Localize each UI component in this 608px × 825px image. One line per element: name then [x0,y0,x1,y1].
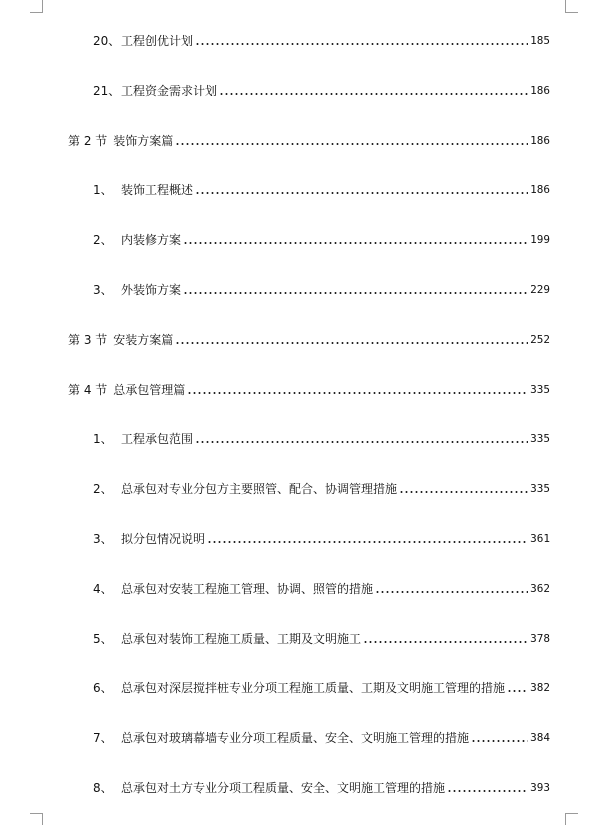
toc-leader-dots [375,591,528,593]
toc-entry[interactable] [93,579,550,599]
toc-leader-dots [175,143,528,145]
toc-entry-title: 外装饰方案 [121,283,182,297]
toc-entry-page-number: 361 [530,532,550,545]
toc-leader-dots [175,342,528,344]
toc-leader-dots [219,93,528,95]
toc-leader-dots [183,292,528,294]
toc-leader-dots [207,541,528,543]
toc-leader-dots [187,392,528,394]
toc-entry-page-number: 335 [530,432,550,445]
toc-entry[interactable] [93,180,550,200]
toc-entry-page-number: 199 [530,233,550,246]
toc-entry-page-number: 186 [530,84,550,97]
toc-entry-page-number: 185 [530,34,550,47]
toc-entry[interactable] [93,479,550,499]
toc-leader-dots [507,690,528,692]
toc-entry[interactable] [93,280,550,300]
toc-entry-number: 第 3 节 [68,333,108,347]
toc-entry[interactable] [93,230,550,250]
toc-entry-number: 21、 [93,84,121,98]
toc-entry-title: 总承包管理篇 [113,383,186,397]
toc-leader-dots [195,192,528,194]
toc-entry[interactable] [93,529,550,549]
toc-leader-dots [399,491,528,493]
toc-entry-title: 工程资金需求计划 [121,84,218,98]
toc-entry[interactable] [93,429,550,449]
toc-entry-number: 4、 [93,582,113,596]
toc-entry-page-number: 335 [530,482,550,495]
toc-entry-number: 1、 [93,432,113,446]
toc-leader-dots [363,641,528,643]
toc-entry-title: 总承包对深层搅拌桩专业分项工程施工质量、工期及文明施工管理的措施 [121,681,506,695]
toc-entry-number: 6、 [93,681,113,695]
toc-entry-number: 7、 [93,731,113,745]
toc-entry[interactable] [68,131,550,151]
toc-entry-number: 1、 [93,183,113,197]
toc-entry-number: 8、 [93,781,113,795]
toc-entry-number: 3、 [93,283,113,297]
toc-entry[interactable] [93,81,550,101]
toc-entry-title: 总承包对专业分包方主要照管、配合、协调管理措施 [121,482,398,496]
toc-entry-title: 总承包对土方专业分项工程质量、安全、文明施工管理的措施 [121,781,446,795]
toc-entry-number: 2、 [93,233,113,247]
toc-entry-title: 总承包对装饰工程施工质量、工期及文明施工 [121,632,362,646]
toc-entry-page-number: 186 [530,134,550,147]
toc-entry-title: 工程创优计划 [121,34,194,48]
toc-entry-page-number: 252 [530,333,550,346]
toc-entry[interactable] [93,778,550,798]
toc-entry-number: 20、 [93,34,121,48]
toc-leader-dots [471,740,528,742]
toc-entry[interactable] [93,678,550,698]
toc-entry-title: 工程承包范围 [121,432,194,446]
toc-leader-dots [447,790,528,792]
toc-entry-page-number: 393 [530,781,550,794]
toc-entry-title: 拟分包情况说明 [121,532,206,546]
toc-entry-number: 5、 [93,632,113,646]
toc-entry-page-number: 382 [530,681,550,694]
toc-entry[interactable] [68,380,550,400]
toc-entry-page-number: 229 [530,283,550,296]
toc-entry[interactable] [93,629,550,649]
toc-entry-number: 2、 [93,482,113,496]
toc-entry-title: 内装修方案 [121,233,182,247]
toc-entry-number: 3、 [93,532,113,546]
toc-entry-number: 第 2 节 [68,134,108,148]
toc-entry-page-number: 384 [530,731,550,744]
toc-entry-page-number: 186 [530,183,550,196]
toc-entry[interactable] [93,728,550,748]
toc-entry-title: 总承包对玻璃幕墙专业分项工程质量、安全、文明施工管理的措施 [121,731,470,745]
toc-entry-title: 装饰方案篇 [113,134,174,148]
toc-entry[interactable] [93,31,550,51]
toc-leader-dots [183,242,528,244]
toc-entry[interactable] [68,330,550,350]
toc-entry-title: 总承包对安装工程施工管理、协调、照管的措施 [121,582,374,596]
toc-entry-page-number: 335 [530,383,550,396]
toc-leader-dots [195,441,528,443]
toc-entry-number: 第 4 节 [68,383,108,397]
toc-leader-dots [195,43,528,45]
toc-entry-page-number: 362 [530,582,550,595]
toc-entry-title: 装饰工程概述 [121,183,194,197]
toc-entry-page-number: 378 [530,632,550,645]
toc-entry-title: 安装方案篇 [113,333,174,347]
